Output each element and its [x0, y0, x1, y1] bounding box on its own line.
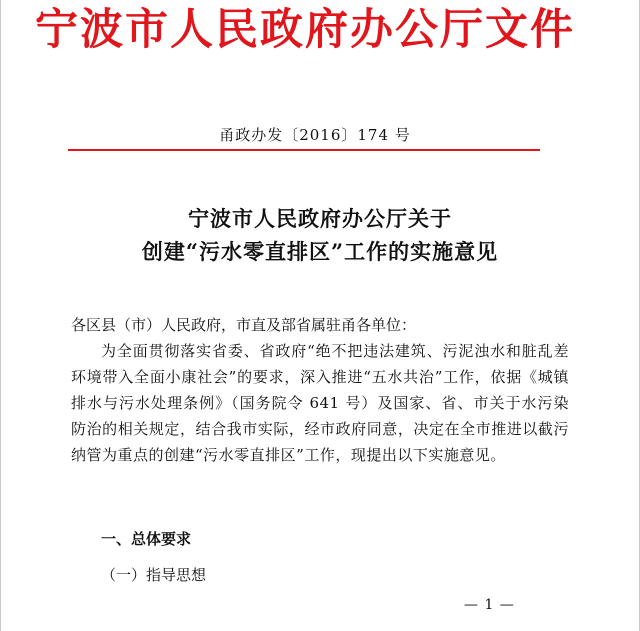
red-divider-line	[68, 149, 540, 151]
salutation: 各区县（市）人民政府，市直及部省属驻甬各单位：	[71, 316, 417, 334]
document-masthead: 宁波市人民政府办公厅文件	[35, 5, 575, 55]
document-title-line-2: 创建“污水零直排区”工作的实施意见	[141, 239, 499, 264]
body-paragraph: 为全面贯彻落实省委、省政府“绝不把违法建筑、污泥浊水和脏乱差环境带入全面小康社会”的要求，深入推进“五水共治”工作，依据《城镇排水与污水处理条例》（国务院令 641 号）及国家、省、市关于水污染防治的相关规定，结合我市实际，经市政府同意，决定在全市推进以截污纳管为重点的创建“污水零直排区”工作，现提出以下实施意见。	[71, 342, 569, 464]
page-number: — 1 —	[464, 597, 515, 613]
document-number: 甬政办发〔2016〕174 号	[219, 126, 411, 144]
section-heading: 一、总体要求	[101, 530, 192, 548]
subsection-heading: （一）指导思想	[101, 566, 207, 584]
document-title-line-1: 宁波市人民政府办公厅关于	[188, 206, 452, 231]
